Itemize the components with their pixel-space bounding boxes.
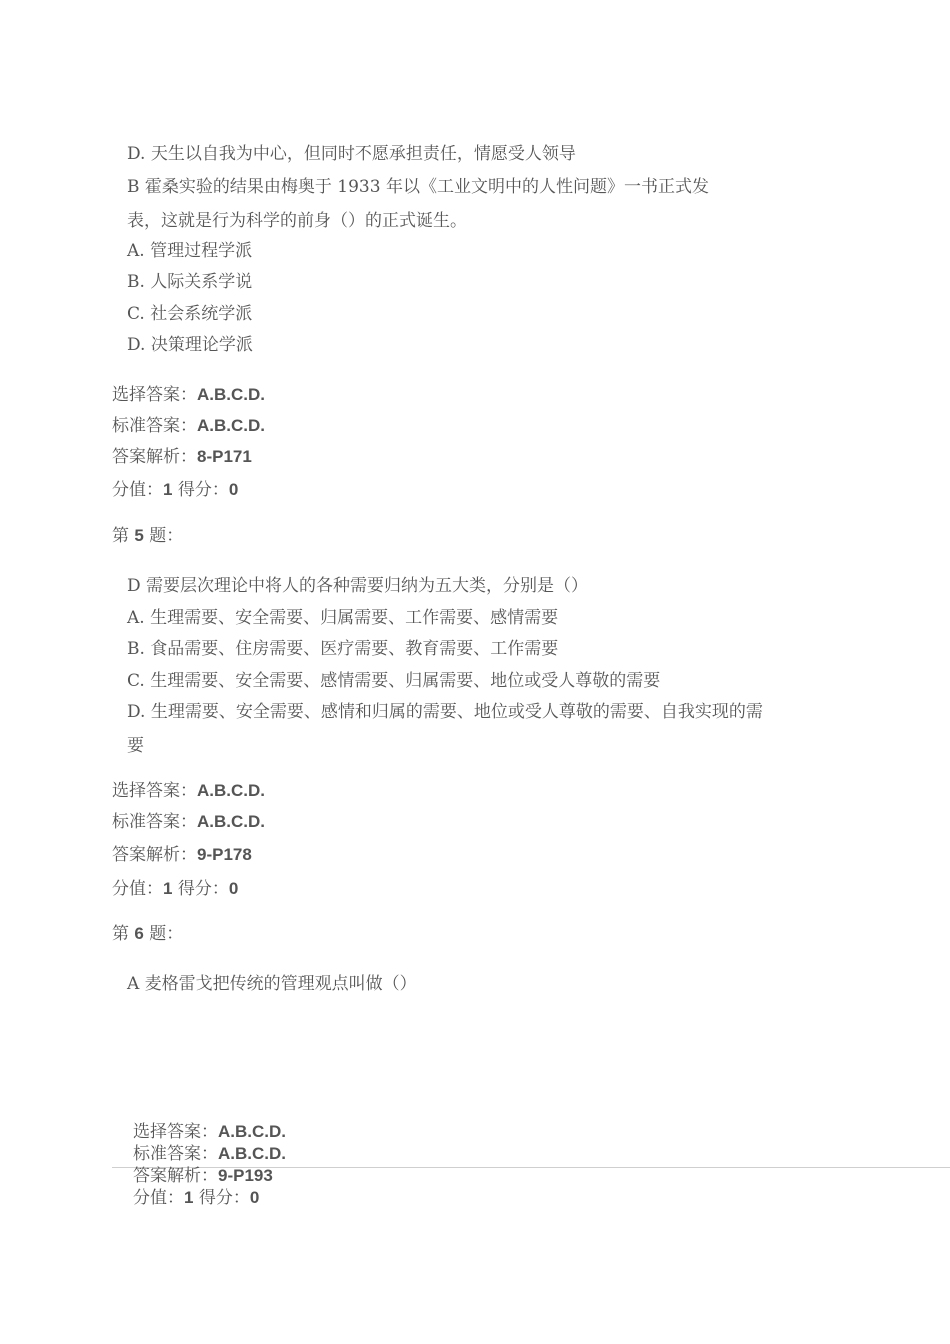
q5-option-a: A. 生理需要、安全需要、归属需要、工作需要、感情需要 xyxy=(127,608,559,628)
score-label: 分值： xyxy=(112,879,163,899)
analysis-value: 9-P193 xyxy=(218,1166,273,1185)
score-value: 1 xyxy=(163,480,173,499)
standard-answer-value: A.B.C.D. xyxy=(197,812,265,831)
qb-option-c: C. 社会系统学派 xyxy=(127,304,253,324)
qb-stem-line1: B 霍桑实验的结果由梅奥于 1933 年以《工业文明中的人性问题》一书正式发 xyxy=(127,177,709,197)
selected-answer-value: A.B.C.D. xyxy=(218,1122,286,1141)
q6-answer-analysis xyxy=(133,1165,273,1187)
analysis-value: 9-P178 xyxy=(197,845,252,864)
qb-option-d: D. 决策理论学派 xyxy=(127,335,253,355)
q6-standard-answer xyxy=(133,1143,286,1165)
score-label: 分值： xyxy=(133,1188,184,1208)
q6-header xyxy=(112,922,183,946)
q5-option-b: B. 食品需要、住房需要、医疗需要、教育需要、工作需要 xyxy=(127,639,559,659)
q5-stem: D 需要层次理论中将人的各种需要归纳为五大类，分别是（） xyxy=(127,576,589,596)
q5-header xyxy=(112,524,183,548)
score-label: 分值： xyxy=(112,480,163,500)
q5-selected-answer xyxy=(112,779,265,803)
q6-stem: A 麦格雷戈把传统的管理观点叫做（） xyxy=(127,974,417,994)
selected-answer-label: 选择答案： xyxy=(112,781,197,801)
analysis-label: 答案解析： xyxy=(112,845,197,865)
got-value: 0 xyxy=(249,1188,260,1207)
qb-answer-analysis xyxy=(112,445,252,469)
q5-score xyxy=(112,877,238,901)
qb-selected-answer xyxy=(112,383,265,407)
q6-header-suffix: 题： xyxy=(149,924,184,944)
qb-score xyxy=(112,478,238,502)
got-value: 0 xyxy=(228,879,239,898)
analysis-value: 8-P171 xyxy=(197,447,252,466)
q5-option-d: D. 生理需要、安全需要、感情和归属的需要、地位或受人尊敬的需要、自我实现的需 xyxy=(127,702,763,722)
score-value: 1 xyxy=(163,879,173,898)
q5-option-d-wrap: 要 xyxy=(127,736,144,756)
got-label: 得分： xyxy=(198,1188,250,1208)
analysis-label: 答案解析： xyxy=(133,1166,218,1186)
got-label: 得分： xyxy=(177,480,229,500)
analysis-label: 答案解析： xyxy=(112,447,197,467)
standard-answer-value: A.B.C.D. xyxy=(218,1144,286,1163)
got-label: 得分： xyxy=(177,879,229,899)
qb-option-a: A. 管理过程学派 xyxy=(127,241,253,261)
got-value: 0 xyxy=(228,480,239,499)
q6-score xyxy=(133,1187,259,1209)
selected-answer-label: 选择答案： xyxy=(112,385,197,405)
q5-answer-analysis xyxy=(112,843,252,867)
q5-header-suffix: 题： xyxy=(149,526,184,546)
q4-option-d: D. 天生以自我为中心，但同时不愿承担责任，情愿受人领导 xyxy=(127,144,576,164)
selected-answer-value: A.B.C.D. xyxy=(197,385,265,404)
standard-answer-value: A.B.C.D. xyxy=(197,416,265,435)
selected-answer-value: A.B.C.D. xyxy=(197,781,265,800)
standard-answer-label: 标准答案： xyxy=(112,812,197,832)
score-value: 1 xyxy=(184,1188,194,1207)
qb-standard-answer xyxy=(112,414,265,438)
standard-answer-label: 标准答案： xyxy=(133,1144,218,1164)
q5-header-prefix: 第 xyxy=(112,526,129,546)
standard-answer-label: 标准答案： xyxy=(112,416,197,436)
qb-stem-line2: 表，这就是行为科学的前身（）的正式诞生。 xyxy=(127,211,467,231)
q6-selected-answer xyxy=(133,1121,286,1143)
q6-header-prefix: 第 xyxy=(112,924,129,944)
q5-option-c: C. 生理需要、安全需要、感情需要、归属需要、地位或受人尊敬的需要 xyxy=(127,671,661,691)
selected-answer-label: 选择答案： xyxy=(133,1122,218,1142)
q5-number: 5 xyxy=(134,526,144,545)
q5-standard-answer xyxy=(112,810,265,834)
q6-number: 6 xyxy=(134,924,144,943)
qb-option-b: B. 人际关系学说 xyxy=(127,272,253,292)
